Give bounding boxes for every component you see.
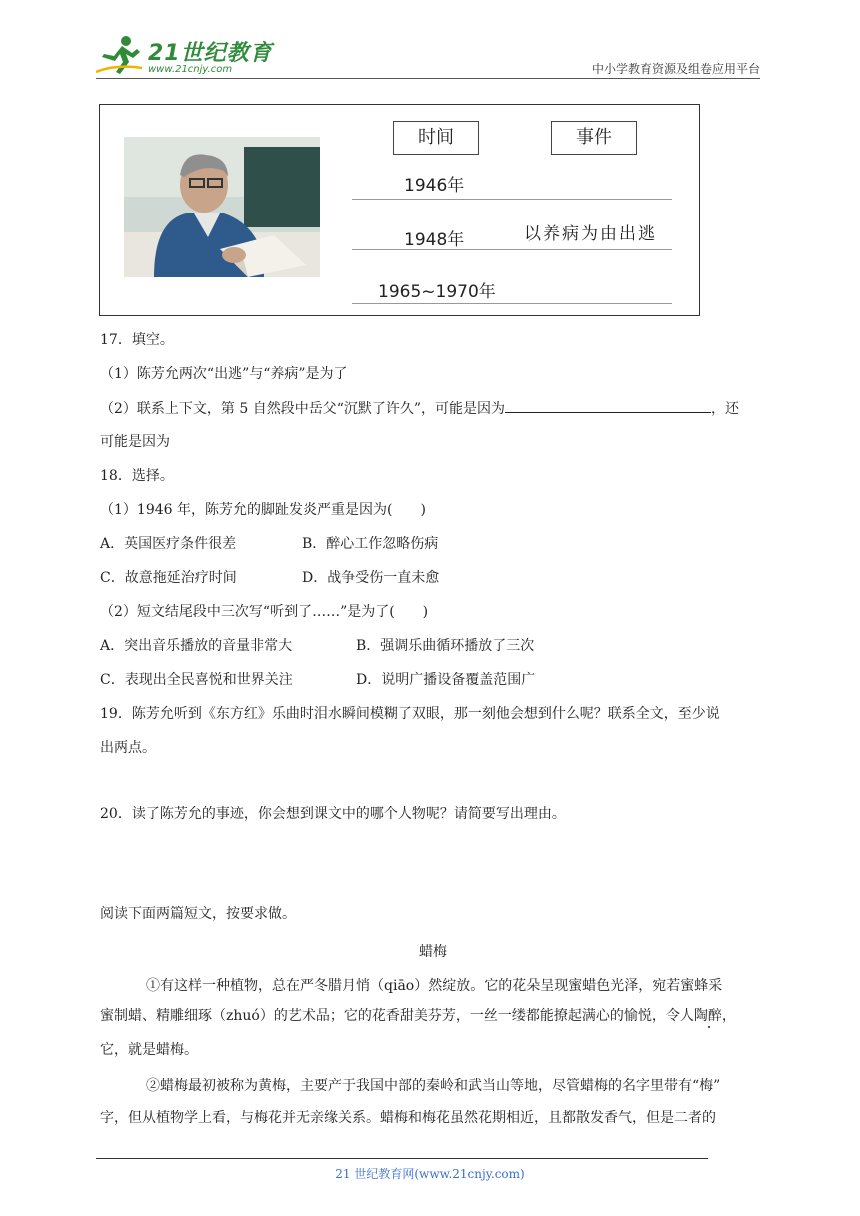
option-c[interactable]: C．表现出全民喜悦和世界关注	[100, 672, 293, 688]
emphasis-dotted-word: 陶醉	[693, 1008, 722, 1024]
option-a[interactable]: A．突出音乐播放的音量非常大	[100, 638, 293, 654]
footer-link[interactable]: 21 世纪教育网(www.21cnjy.com)	[335, 1167, 525, 1181]
passage-title: 蜡梅	[419, 944, 447, 960]
paragraph-2-line: 字，但从植物学上看，与梅花并无亲缘关系。蜡梅和梅花虽然花期相近，且都散发香气，但是二者的	[100, 1110, 716, 1126]
question-19-continued: 出两点。	[100, 740, 156, 756]
question-17-2-tail: ，还	[711, 401, 740, 417]
option-a[interactable]: A．英国医疗条件很差	[100, 536, 237, 552]
logo-url: www.21cnjy.com	[148, 63, 233, 75]
paragraph-1-text: 蜜制蜡、精雕细琢（zhuó）的艺术品；它的花香甜美芬芳，一丝一缕都能撩起满心的愉悦，令人	[100, 1008, 694, 1024]
timeline-figure	[99, 104, 700, 316]
column-header-time: 时间	[393, 121, 479, 155]
reading-intro: 阅读下面两篇短文，按要求做。	[100, 906, 296, 922]
footer-divider	[96, 1158, 708, 1159]
paragraph-1-line	[100, 1006, 736, 1026]
column-header-event: 事件	[551, 121, 637, 155]
row-event: 以养病为由出逃	[524, 224, 657, 244]
header-divider	[96, 78, 760, 79]
runner-logo-icon	[96, 34, 146, 76]
question-18-1: （1）1946 年，陈芳允的脚趾发炎严重是因为( )	[100, 502, 426, 518]
row-time: 1946年	[404, 176, 465, 196]
question-17-2-text: （2）联系上下文，第 5 自然段中岳父“沉默了许久”，可能是因为	[100, 401, 506, 417]
platform-name: 中小学教育资源及组卷应用平台	[591, 62, 760, 76]
logo-title: 21世纪教育	[148, 40, 273, 66]
row-divider	[352, 249, 672, 250]
paragraph-1-punct: ，	[721, 1008, 736, 1024]
row-time: 1948年	[404, 230, 465, 250]
option-b[interactable]: B．强调乐曲循环播放了三次	[356, 638, 535, 654]
question-17-title: 17．填空。	[100, 332, 174, 348]
row-divider	[352, 199, 672, 200]
question-18-2: （2）短文结尾段中三次写“听到了……”是为了( )	[100, 604, 429, 620]
row-time: 1965~1970年	[378, 282, 496, 302]
paragraph-1-line: ①有这样一种植物，总在严冬腊月悄（qiāo）然绽放。它的花朵呈现蜜蜡色光泽，宛若蜜蜂采	[146, 978, 723, 994]
question-19: 19．陈芳允听到《东方红》乐曲时泪水瞬间模糊了双眼，那一刻他会想到什么呢？联系全文，至少说	[100, 706, 720, 722]
option-d[interactable]: D．战争受伤一直未愈	[302, 570, 440, 586]
question-18-title: 18．选择。	[100, 468, 174, 484]
paragraph-1-line: 它，就是蜡梅。	[100, 1042, 198, 1058]
option-c[interactable]: C．故意拖延治疗时间	[100, 570, 237, 586]
question-17-1: （1）陈芳允两次“出逃”与“养病”是为了	[100, 366, 348, 382]
page-header	[96, 30, 760, 78]
option-b[interactable]: B．醉心工作忽略伤病	[302, 536, 439, 552]
option-d[interactable]: D．说明广播设备覆盖范围广	[356, 672, 536, 688]
row-divider	[352, 303, 672, 304]
logo	[96, 34, 273, 76]
question-17-2-continued: 可能是因为	[100, 434, 170, 450]
question-17-2	[100, 398, 739, 419]
question-20: 20．读了陈芳允的事迹，你会想到课文中的哪个人物呢？请简要写出理由。	[100, 806, 566, 822]
paragraph-2-line: ②蜡梅最初被称为黄梅，主要产于我国中部的秦岭和武当山等地，尽管蜡梅的名字里带有“梅”	[146, 1078, 721, 1094]
answer-blank[interactable]	[505, 398, 711, 413]
portrait-photo	[124, 137, 320, 277]
